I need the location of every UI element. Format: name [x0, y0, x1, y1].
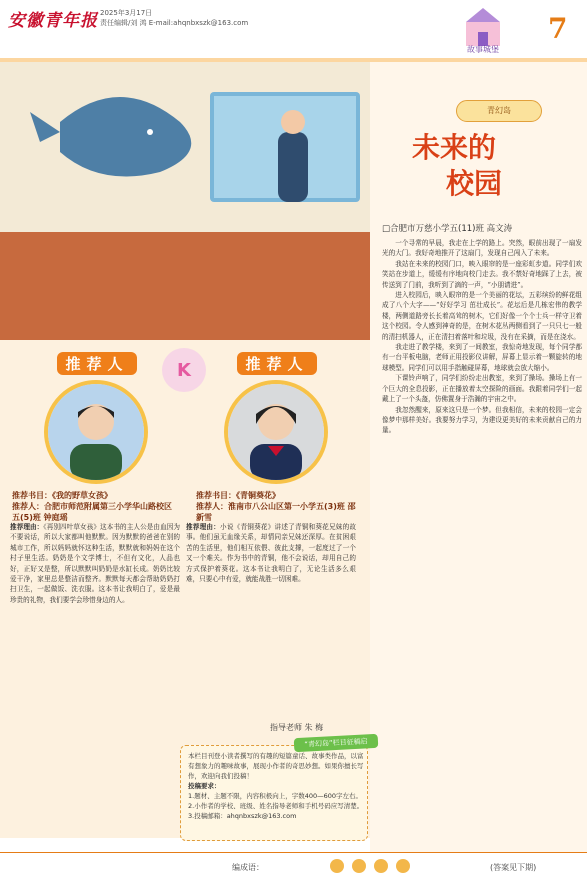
editor-line: 责任编辑/刘 鸿 E-mail:ahqnbxszk@163.com: [100, 19, 249, 27]
essay-title-line2: 校园: [446, 167, 503, 200]
feature-illustration: [0, 62, 370, 232]
castle-logo-icon: [448, 6, 518, 54]
recommender-photo-right: [224, 380, 328, 484]
essay-title: [412, 130, 582, 202]
essay-paragraph: 我站在未来的校园门口，映入眼帘的是一座彩虹步道。同学们欢笑站在步道上，缓缓有序地向校门走去。我不禁好奇地踩了上去，被传送到了门前，我听到了滴的一声，“小朋请进”。: [382, 259, 582, 289]
column-tag: 青幻岛: [456, 100, 542, 122]
recommend-banner-right: [222, 352, 332, 376]
essay-paragraph: 一个寻常的早晨，我走在上学的路上。突然，眼前出现了一扇发光的大门。我好奇地推开了这扇门，发现自己闯入了未来。: [382, 239, 582, 258]
puzzle-icon: [396, 859, 410, 873]
review-text-right: 小说《青铜葵花》讲述了青铜和葵花兄妹的故事。他们虽无血缘关系，却情同亲兄妹还深厚。在贫困艰苦的生活里，他们相互依偎、彼此支撑，一起度过了一个又一个难关。作为书中的青铜，他不会说话，却用自己的方式保护着葵花。这本书让我明白了，无论生活多么艰难，只要心中有爱，就能战胜一切困难。: [186, 523, 356, 584]
submission-item: 3.投稿邮箱：ahqnbxszk@163.com: [188, 812, 297, 820]
puzzle-icons: [330, 859, 410, 873]
student-portrait-icon: [228, 384, 324, 480]
whale-illustration-icon: [0, 62, 370, 232]
review-right: [186, 522, 356, 718]
illustration-floor: [0, 232, 370, 340]
issue-date: 2025年3月17日: [100, 9, 153, 17]
essay-paragraph: 我走进了教学楼，来到了一间教室，我惊奇地发现，每个同学都有一台平板电脑，老师正用投影仪讲解，屏幕上显示着一颗旋转的地球模型。同学们可以用手指触碰屏幕，地球就会放大缩小。: [382, 343, 582, 372]
submission-text: [188, 751, 366, 821]
recommend-banner-left: [42, 352, 152, 376]
review-text-left: 《再别四叶草女孩》这本书的主人公是由血因为不要说话，所以大家都叫他默默。因为默默的爸爸在别的城市工作，所以妈妈就怀这种生活，默默就和妈妈在这个村子里生活。奶奶是个文学博士，不但有文化，人品也好，正好又是整，所以默默叫奶奶是水缸长成。奶奶比较爱干净，家里总是整洁而整齐。默默每天都会帮助奶奶打扫卫生，一起做饭、洗衣服。这本书让我明白了，爱是最珍贵的礼物，我们要学会珍惜身边的人。: [10, 523, 180, 604]
book-title-right: 推荐书目：《青铜葵花》: [196, 491, 280, 500]
submission-ribbon: “青幻岛”栏目征稿启: [294, 734, 379, 752]
footer-divider: [0, 852, 587, 853]
recommender-left: 推荐人：合肥市师范附属第三小学华山路校区五(5)班 钟庭瑶: [12, 502, 172, 522]
submission-item: 2.小作者的学校、班级、姓名指导老师和手机号码应写清楚。: [188, 802, 364, 810]
puzzle-icon: [330, 859, 344, 873]
review-label-left: 推荐理由：: [10, 523, 44, 531]
recommend-banner-right-text: 推荐人: [237, 352, 316, 375]
masthead: 安徽青年报: [8, 11, 98, 31]
review-label-right: 推荐理由：: [186, 523, 221, 531]
puzzle-icon: [352, 859, 366, 873]
essay-paragraph: 我忽然醒来，原来这只是一个梦。但我相信，未来的校园一定会像梦中那样美好。我要努力学习，为建设更美好的未来贡献自己的力量。: [382, 405, 582, 435]
recommend-meta-left: [12, 490, 177, 523]
submission-intro: 本栏目刊登小读者撰写的有趣的短篇童话、故事类作品，以富有想象力的趣味故事，展现小作者的奇思妙想。如果你擅长写作，欢迎向我们投稿！: [188, 752, 364, 780]
submission-heading: 投稿要求：: [188, 782, 221, 790]
essay-byline: □合肥市万慈小学五(11)班 高文涛: [382, 224, 513, 234]
section-label: 故事城堡: [467, 45, 499, 54]
essay-body: [382, 238, 582, 838]
puzzle-icon: [374, 859, 388, 873]
essay-paragraph: 下课铃声响了，同学们纷纷走出教室，来到了操场。操场上有一个巨大的全息投影，正在播放着太空探险的画面。我跟着同学们一起戴上了一个头盔，仿佛置身于浩瀚的宇宙之中。: [382, 374, 582, 404]
kids-logo-icon: [160, 346, 208, 394]
page-number: 7: [548, 12, 568, 45]
student-portrait-icon: [48, 384, 144, 480]
essay-title-line1: 未来的: [412, 131, 497, 164]
puzzle-answer-note: (答案见下期): [490, 863, 537, 872]
recommender-right: 推荐人：淮南市八公山区第一小学五(3)班 邵新雪: [196, 502, 356, 522]
header-meta: [100, 8, 248, 28]
recommender-photo-left: [44, 380, 148, 484]
submission-item: 1.题材、主题不限，内容积极向上，字数400—600字左右。: [188, 792, 363, 800]
teacher-credit: 指导老师 朱 梅: [270, 723, 324, 732]
review-left: [10, 522, 180, 838]
puzzle-label: 编成语：: [232, 863, 264, 872]
book-title-left: 推荐书目：《我的野草女孩》: [12, 491, 112, 500]
page-footer: [0, 856, 587, 878]
recommend-banner-left-text: 推荐人: [57, 352, 136, 375]
page-header: [0, 0, 587, 58]
essay-paragraph: 进入校园后，映入眼帘的是一个美丽的花坛，五彩缤纷的鲜花组成了八个大字——“好好学习 茁壮成长”。花坛后是几栋宏伟的教学楼，两侧道路旁长长着高耸的树木，它们好像一个个士兵一样守卫着这个校园。令人感到神奇的是，在树木花丛两侧看到了一只只七一般的清扫机器人，正在清扫着落叶和垃圾，没有在采摘，而是在浇水。: [382, 291, 582, 341]
recommend-meta-right: [196, 490, 361, 523]
svg-text:K: K: [177, 360, 191, 381]
